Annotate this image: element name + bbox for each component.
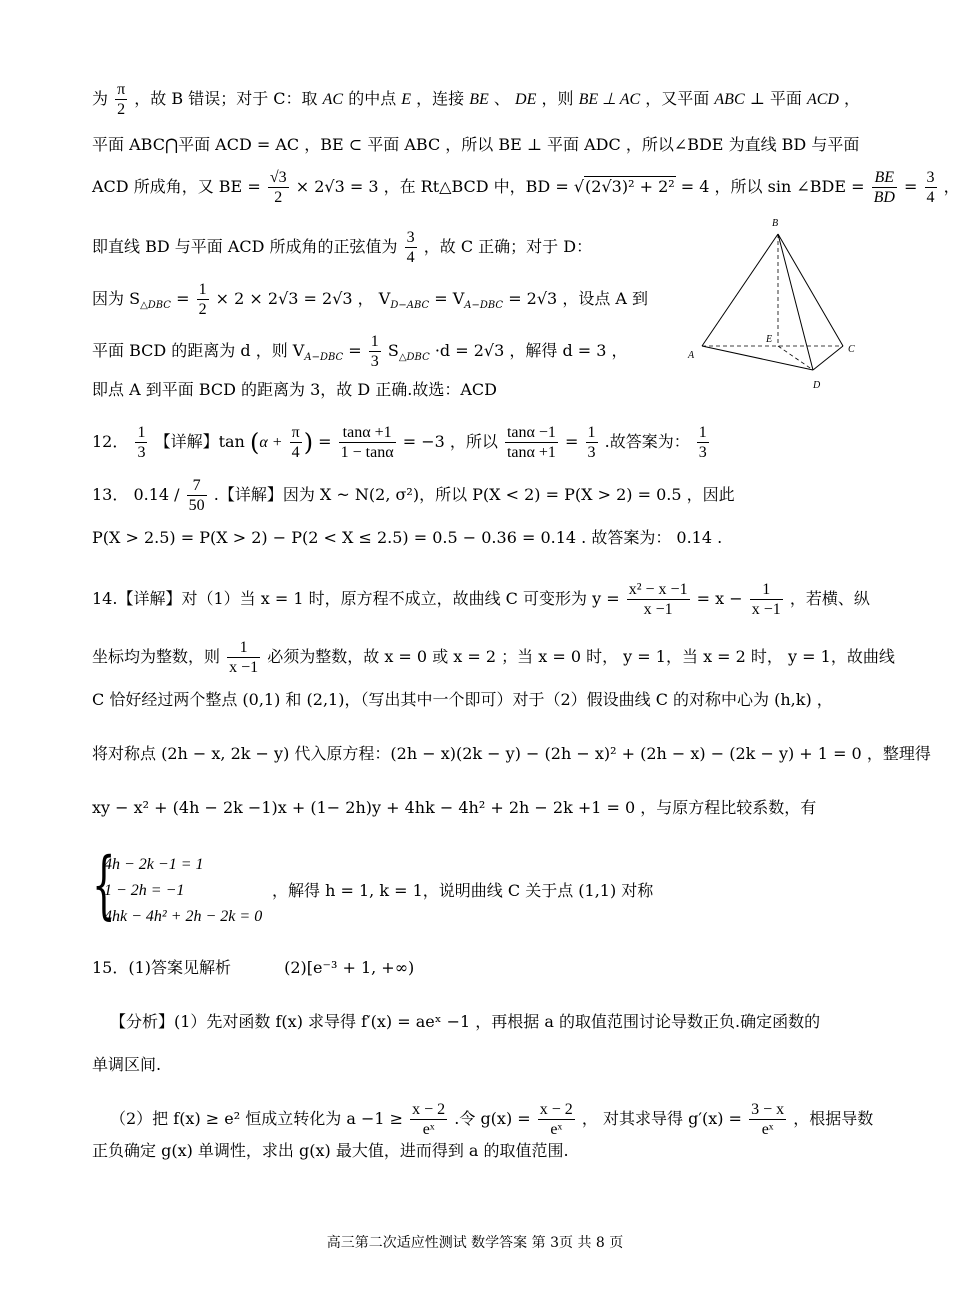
equation-3: 4hk − 4h² + 2h − 2k = 0 — [104, 908, 263, 925]
text-line-14c: C 恰好经过两个整点 (0,1) 和 (2,1)，（写出其中一个即可）对于（2）假设曲线 C 的对称中心为 (h,k) ， — [92, 690, 833, 709]
text-line-6 — [92, 332, 628, 371]
fraction-1-over-3: $\frac{1}{3}$ — [698, 424, 707, 462]
text-line-15 — [92, 960, 414, 976]
text: = V — [434, 289, 465, 309]
equation-2: 1 − 2h = −1 — [104, 882, 185, 899]
text: 平面 BCD 的距离为 d ，则 V — [92, 341, 305, 361]
text-line-analysis-2: 单调区间. — [92, 1055, 162, 1074]
text-line-1 — [92, 80, 860, 119]
label-b: B — [772, 218, 779, 229]
label-e: E — [766, 334, 773, 345]
text-line-14b — [92, 638, 895, 677]
text: S — [387, 341, 399, 361]
label-c: C — [848, 344, 855, 355]
subscript: △DBC — [140, 300, 171, 312]
math: AC — [322, 91, 344, 109]
text-line-4 — [92, 228, 592, 267]
pyramid-figure — [680, 212, 870, 397]
fraction-1-over-x-1: $\frac{1}{x -1}$ — [751, 581, 781, 619]
text-line-2: 平面 ABC⋂平面 ACD = AC ，BE ⊂ 平面 ABC ，所以 BE ⊥ 平面 ADC ，所以∠BDE 为直线 BD 与平面 — [92, 135, 860, 154]
text: ，故 B 错误；对于 C：取 — [134, 89, 318, 109]
text: = — [176, 289, 190, 309]
math: ABC — [714, 91, 745, 109]
text-line-analysis: 【分析】(1）先对函数 f(x) 求导得 f′(x) = aeˣ −1 ，再根据 a 的取值范围讨论导数正负.确定函数的 — [110, 1012, 821, 1031]
text: .【详解】因为 X ~ N(2, σ²)，所以 P(X < 2) = P(X > 2) = 0.5 ，因此 — [213, 485, 735, 505]
text: 【详解】tan — [154, 432, 245, 452]
text: 即直线 BD 与平面 ACD 所成角的正弦值为 — [92, 237, 398, 257]
text: ，又平面 — [645, 89, 710, 109]
equation-1: 4h − 2k −1 = 1 — [104, 856, 204, 873]
text: .故答案为： — [604, 432, 690, 452]
fraction-1-over-3: $\frac{1}{3}$ — [370, 333, 379, 371]
fraction-x-2-over-ex: $\frac{x - 2}{\text{eˣ}}$ — [539, 1101, 573, 1139]
text: = — [348, 341, 362, 361]
text: = 2√3 ，设点 A 到 — [508, 289, 649, 309]
fraction-tan-2: $\frac{\tan\alpha -1}{\tan\alpha +1}$ — [506, 424, 556, 462]
text-line-3: ACD 所成角，又 BE = $\frac{√3}{2}$ × 2√3 = 3 ，在 Rt△BCD 中，BD = √(2√3)² + 2² = 4 ，所以 sin ∠BDE = $\frac{BE}{BD}$ = $\frac{3}{4}$ ， — [92, 169, 960, 207]
text-line-13b: P(X > 2.5) = P(X > 2) − P(2 < X ≤ 2.5) = 0.5 − 0.36 = 0.14 . 故答案为： 0.14 . — [92, 528, 723, 547]
text: 坐标均为整数，则 — [92, 647, 221, 667]
text: ⊥ 平面 — [749, 89, 802, 109]
page-footer: 高三第二次适应性测试 数学答案 第 3页 共 8 页 — [326, 1235, 624, 1251]
text: 因为 S — [92, 289, 141, 309]
fraction-7-over-50: $\frac{7}{50}$ — [188, 477, 205, 515]
text: × 2√3 = 3 ，在 Rt△BCD 中，BD = — [295, 177, 569, 197]
subscript: D−ABC — [390, 300, 430, 312]
edge-ab — [702, 234, 778, 346]
fraction-x-2-over-ex: $\frac{x - 2}{\text{eˣ}}$ — [412, 1101, 446, 1139]
text-line-7: 即点 A 到平面 BCD 的距离为 3，故 D 正确.故选：ACD — [92, 380, 498, 399]
fraction-3-over-4: $\frac{3}{4}$ — [406, 229, 415, 267]
edge-bd — [778, 234, 813, 370]
label-a: A — [688, 350, 695, 361]
text: 14.【详解】对（1）当 x = 1 时，原方程不成立，故曲线 C 可变形为 y = — [92, 589, 620, 609]
text: ，连接 — [416, 89, 465, 109]
subscript: A−DBC — [464, 300, 504, 312]
fraction-be-over-bd: $\frac{BE}{BD}$ — [873, 169, 895, 207]
subscript: A−DBC — [304, 352, 344, 364]
text: (2)[e⁻³ + 1, +∞) — [284, 958, 415, 977]
fraction-tan-1: $\frac{\tan\alpha +1}{1 - \tan\alpha}$ — [340, 424, 394, 462]
text-line-12: 12． $\frac{1}{3}$ 【详解】tan (α + $\frac{\pi}{4}$ ) = $\frac{\tan\alpha +1}{1 - \tan\alpha}$ = −3 ，所以 $\frac{\tan\alpha -1}{\tan\alpha +1}$ = $\frac{1}{3}$ .故答案为： $\frac{1}{3}$ — [92, 424, 707, 462]
text: ACD 所成角，又 BE = — [92, 177, 261, 197]
text-line-analysis-3 — [110, 1100, 873, 1139]
text: = — [565, 432, 579, 452]
edge-dc — [813, 346, 843, 370]
text: ，则 — [541, 89, 574, 109]
text: （2）把 f(x) ≥ e² 恒成立转化为 a −1 ≥ — [110, 1109, 404, 1129]
text: .令 g(x) = — [454, 1109, 531, 1129]
equation-lines — [104, 852, 262, 930]
text-line-14e: xy − x² + (4h − 2k −1)x + (1− 2h)y + 4hk − 4h² + 2h − 2k +1 = 0 ，与原方程比较系数，有 — [92, 798, 817, 817]
fraction-sqrt3-over-2: $\frac{√3}{2}$ — [269, 169, 287, 207]
math: ACD — [806, 91, 839, 109]
text-line-13 — [92, 476, 735, 515]
text: ， 对其求导得 g′(x) = — [581, 1109, 742, 1129]
text: ，若横、纵 — [789, 589, 870, 609]
text: = — [904, 177, 918, 197]
math: α + — [259, 434, 283, 452]
edge-ad — [702, 346, 813, 370]
text: ， — [844, 89, 861, 109]
system-conclusion: ，解得 h = 1, k = 1，说明曲线 C 关于点 (1,1) 对称 — [272, 881, 654, 900]
fraction-1-over-x-1: $\frac{1}{x -1}$ — [229, 639, 259, 677]
text: ，根据导数 — [793, 1109, 874, 1129]
subscript: △DBC — [398, 352, 430, 364]
radicand: (2√3)² + 2² — [585, 177, 675, 197]
text: ，故 C 正确；对于 D： — [423, 237, 593, 257]
text-line-analysis-4: 正负确定 g(x) 单调性，求出 g(x) 最大值，进而得到 a 的取值范围. — [92, 1141, 569, 1160]
text: = 4 ，所以 sin ∠BDE = — [680, 177, 865, 197]
text: 15．(1)答案见解析 — [92, 958, 232, 977]
text: = −3 ，所以 — [402, 432, 498, 452]
text: 12． — [92, 432, 129, 452]
edge-bc — [778, 234, 843, 346]
fraction-pi-over-4: $\frac{\pi}{4}$ — [291, 424, 300, 462]
math: BE ⊥ AC — [578, 91, 641, 109]
text: 、 — [493, 89, 510, 109]
fraction-1-over-3: $\frac{1}{3}$ — [587, 424, 596, 462]
text: 的中点 — [348, 89, 397, 109]
text: 13． 0.14 / — [92, 485, 180, 505]
math: E — [401, 91, 412, 109]
left-brace: { — [92, 842, 116, 928]
text: × 2 × 2√3 = 2√3 ， V — [215, 289, 391, 309]
text: ， — [943, 177, 960, 197]
fraction-3-x-over-ex: $\frac{3 - x}{\text{eˣ}}$ — [751, 1101, 785, 1139]
fraction-quadratic: $\frac{\text{x² − x −1}}{x -1}$ — [628, 581, 688, 619]
math: DE — [515, 91, 537, 109]
text: ·d = 2√3 ，解得 d = 3 ， — [434, 341, 628, 361]
fraction-3-over-4: $\frac{3}{4}$ — [926, 169, 935, 207]
text: = x − — [696, 589, 743, 609]
math: BE — [469, 91, 489, 109]
text: = — [318, 432, 332, 452]
fraction-pi-over-2: $\frac{\pi}{2}$ — [117, 81, 126, 119]
text: 必须为整数，故 x = 0 或 x = 2 ；当 x = 0 时， y = 1，当 x = 2 时， y = 1，故曲线 — [267, 647, 895, 667]
fraction-1-over-3: $\frac{1}{3}$ — [137, 424, 146, 462]
label-d: D — [813, 380, 821, 391]
fraction-1-over-2: $\frac{1}{2}$ — [198, 281, 207, 319]
text: 为 — [92, 89, 109, 109]
text-line-14d: 将对称点 (2h − x, 2k − y) 代入原方程：(2h − x)(2k − y) − (2h − x)² + (2h − x) − (2k − y) + 1 = 0 ，整理得 — [92, 744, 931, 763]
text-line-5 — [92, 280, 648, 319]
text-line-14 — [92, 580, 870, 619]
